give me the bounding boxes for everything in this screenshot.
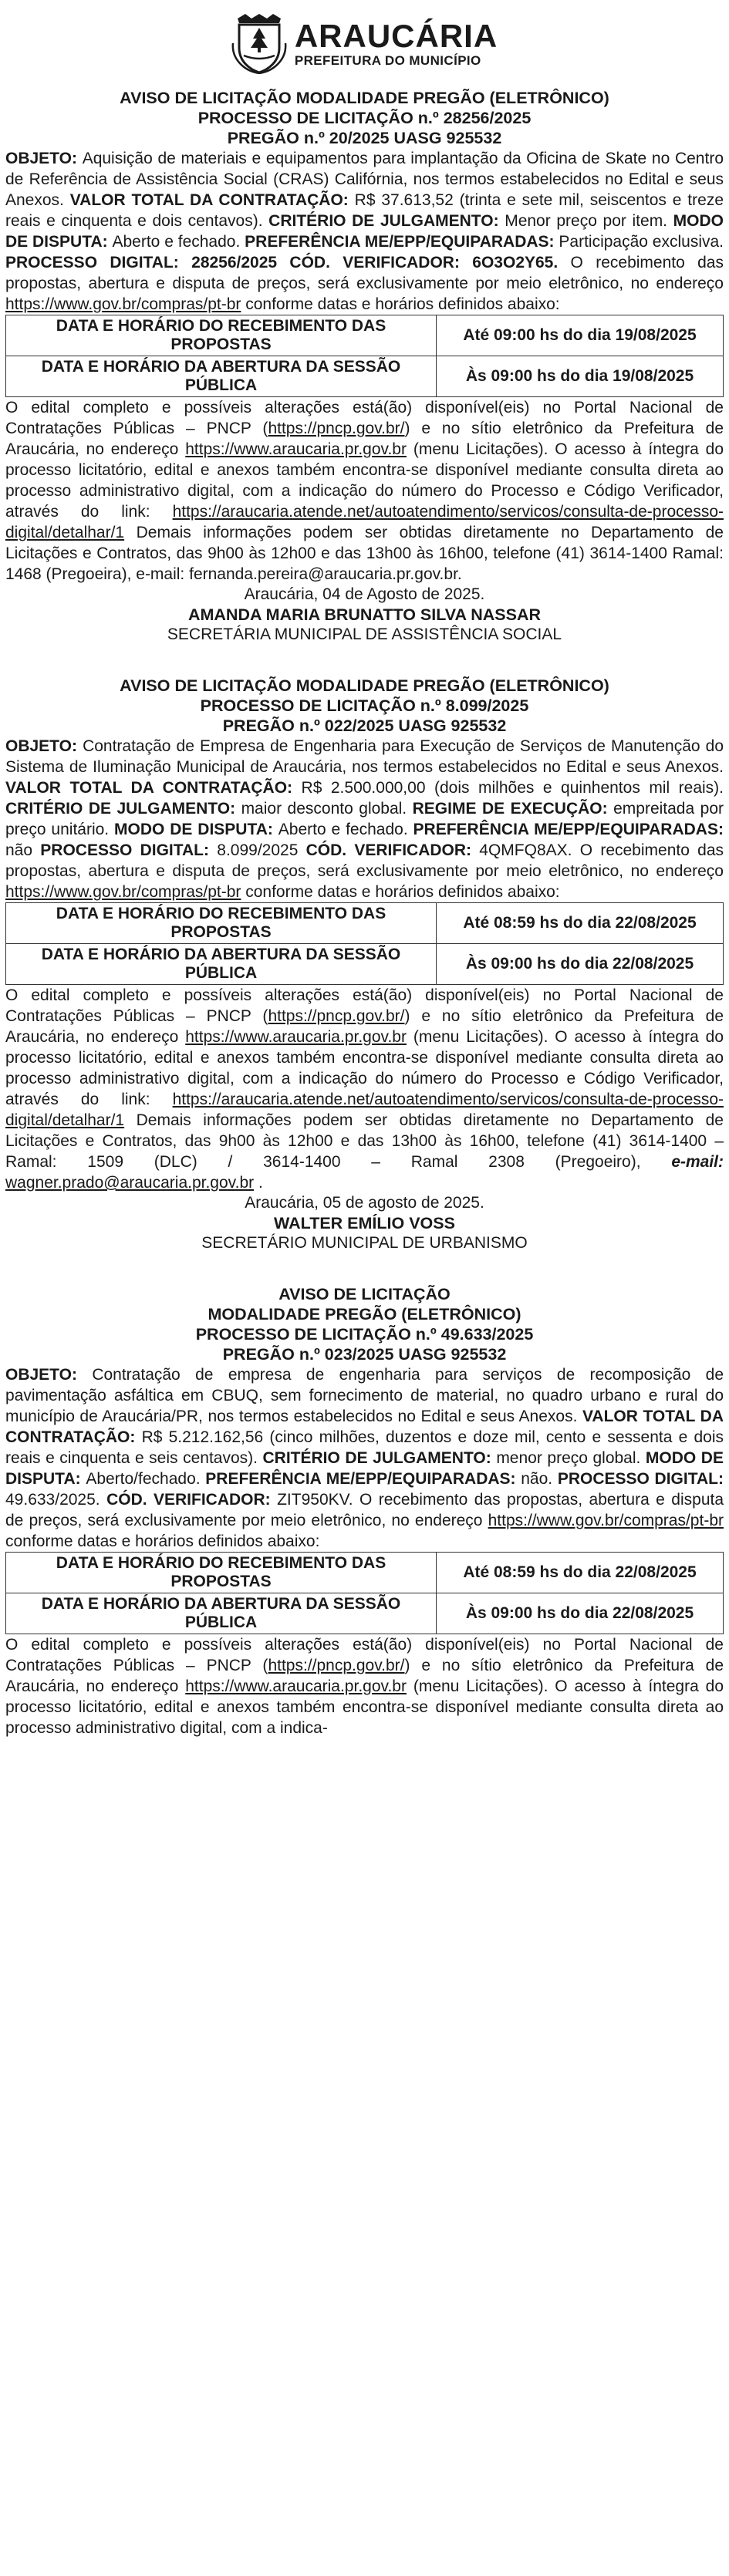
crest-icon xyxy=(231,12,287,74)
section-spacer xyxy=(5,645,724,665)
schedule-label: DATA E HORÁRIO DA ABERTURA DA SESSÃO PÚBLICA xyxy=(6,356,437,397)
schedule-row-receipt xyxy=(6,1553,724,1593)
notice-1 xyxy=(5,88,724,645)
notice-title: AVISO DE LICITAÇÃO MODALIDADE PREGÃO (ELETRÔNICO) xyxy=(120,676,609,695)
header xyxy=(5,0,724,77)
notice-title: AVISO DE LICITAÇÃO MODALIDADE PREGÃO (ELETRÔNICO) xyxy=(120,89,609,107)
field-label: CRITÉRIO DE JULGAMENTO: xyxy=(5,800,241,818)
body-text: empreitada por preço unitário. xyxy=(5,800,724,838)
field-label: OBJETO: xyxy=(5,1366,93,1384)
body-text: conforme datas e horários definidos abaixo: xyxy=(241,295,560,313)
schedule-row-receipt xyxy=(6,315,724,356)
body-text: conforme datas e horários definidos abaixo: xyxy=(5,1532,320,1550)
field-label: REGIME DE EXECUÇÃO: xyxy=(412,800,614,818)
body-text: Contratação de empresa de engenharia para serviços de recomposição de pavimentação asfáltica em CBUQ, sem fornecimento de material, no quadro urbano e rural do município de Araucária/PR, nos termos estabelecidos no Edital e seus Anexos. xyxy=(5,1366,724,1425)
body-text: Aquisição de materiais e equipamentos para implantação da Oficina de Skate no Centro de Referência de Assistência Social (CRAS) Califórnia, nos termos estabelecidos no Edital e seus Anexos. xyxy=(5,150,724,209)
field-label: PROCESSO DIGITAL: 28256/2025 CÓD. VERIFICADOR: 6O3O2Y65. xyxy=(5,254,571,271)
schedule-value: Até 09:00 hs do dia 19/08/2025 xyxy=(437,315,724,356)
field-label: PREFERÊNCIA ME/EPP/EQUIPARADAS: xyxy=(413,821,724,838)
schedule-value: Às 09:00 hs do dia 22/08/2025 xyxy=(437,944,724,985)
notice-details xyxy=(5,985,724,1193)
field-label: PROCESSO DIGITAL: xyxy=(557,1470,724,1488)
field-label: PROCESSO DIGITAL: xyxy=(40,841,218,859)
body-text: menor preço global. xyxy=(496,1449,646,1467)
document-page xyxy=(5,0,724,1738)
field-label: PREFERÊNCIA ME/EPP/EQUIPARADAS: xyxy=(245,233,559,251)
body-text: não. xyxy=(521,1470,558,1488)
notice-title: PREGÃO n.º 023/2025 UASG 925532 xyxy=(222,1345,507,1364)
signer-name: AMANDA MARIA BRUNATTO SILVA NASSAR xyxy=(187,605,542,624)
field-label: CRITÉRIO DE JULGAMENTO: xyxy=(268,212,505,230)
notice-title: PROCESSO DE LICITAÇÃO n.º 8.099/2025 xyxy=(200,696,529,715)
body-text: Menor preço por item. xyxy=(505,212,673,230)
field-label: VALOR TOTAL DA CONTRATAÇÃO: xyxy=(5,779,302,797)
field-label: CÓD. VERIFICADOR: xyxy=(305,841,480,859)
schedule-value: Às 09:00 hs do dia 22/08/2025 xyxy=(437,1593,724,1634)
notice-date: Araucária, 05 de agosto de 2025. xyxy=(245,1194,484,1212)
schedule-label: DATA E HORÁRIO DA ABERTURA DA SESSÃO PÚBLICA xyxy=(6,1593,437,1634)
field-label: VALOR TOTAL DA CONTRATAÇÃO: xyxy=(69,191,355,209)
body-text: Aberto e fechado. xyxy=(278,821,413,838)
body-text: Aberto e fechado. xyxy=(112,233,245,251)
body-text: O edital completo e possíveis alterações está(ão) disponível(eis) no Portal Nacional de Contratações Públicas – PNCP ( xyxy=(5,1636,724,1674)
field-label: CRITÉRIO DE JULGAMENTO: xyxy=(262,1449,497,1467)
link[interactable]: https://www.gov.br/compras/pt-br xyxy=(5,295,241,313)
field-label: PREFERÊNCIA ME/EPP/EQUIPARADAS: xyxy=(205,1470,521,1488)
body-text: (menu Licitações). O acesso à íntegra do processo licitatório, edital e anexos também encontra-se disponível mediante consulta direta ao processo administrativo digital, com a indicação do número do Processo e Código Verificador, através do link: xyxy=(5,1028,724,1108)
body-text: Demais informações podem ser obtidas diretamente no Departamento de Licitações e Contratos, das 9h00 às 12h00 e das 13h00 às 16h00, telefone (41) 3614-1400 Ramal: 1468 (Pregoeira), e-mail: fernanda.pereira@araucaria.pr.gov.br. xyxy=(5,524,724,583)
body-text: ) e no sítio eletrônico da Prefeitura de Araucária, no endereço xyxy=(5,1657,724,1695)
field-label: e-mail: xyxy=(671,1153,724,1171)
body-text: maior desconto global. xyxy=(241,800,413,818)
schedule-table xyxy=(5,315,724,397)
notice-body xyxy=(5,736,724,902)
link[interactable]: https://araucaria.atende.net/autoatendimento/servicos/consulta-de-processo-digital/detalhar/1 xyxy=(5,1091,724,1129)
field-label: MODO DE DISPUTA: xyxy=(5,212,724,251)
field-label: VALOR TOTAL DA CONTRATAÇÃO: xyxy=(5,1408,724,1446)
link[interactable]: https://www.gov.br/compras/pt-br xyxy=(5,883,241,901)
brand xyxy=(294,17,498,68)
schedule-table xyxy=(5,902,724,985)
signer-role: SECRETÁRIA MUNICIPAL DE ASSISTÊNCIA SOCIAL xyxy=(167,625,562,643)
signer-role: SECRETÁRIO MUNICIPAL DE URBANISMO xyxy=(201,1234,528,1252)
link[interactable]: https://www.gov.br/compras/pt-br xyxy=(488,1512,724,1529)
link[interactable]: https://pncp.gov.br/ xyxy=(268,1657,405,1674)
field-label: OBJETO: xyxy=(5,737,83,755)
link[interactable]: https://pncp.gov.br/ xyxy=(268,420,405,437)
body-text: conforme datas e horários definidos abaixo: xyxy=(241,883,560,901)
schedule-value: Até 08:59 hs do dia 22/08/2025 xyxy=(437,903,724,944)
brand-name: ARAUCÁRIA xyxy=(294,17,498,54)
notice-title: PREGÃO n.º 022/2025 UASG 925532 xyxy=(222,716,507,735)
link[interactable]: https://www.araucaria.pr.gov.br xyxy=(185,1677,407,1695)
body-text: Participação exclusiva. xyxy=(559,233,724,251)
body-text: (menu Licitações). O acesso à íntegra do processo licitatório, edital e anexos também encontra-se disponível mediante consulta direta ao processo administrativo digital, com a indica- xyxy=(5,1677,724,1737)
schedule-row-opening xyxy=(6,356,724,397)
body-text: O recebimento das propostas, abertura e disputa de preços, será exclusivamente por meio eletrônico, no endereço xyxy=(5,254,724,292)
schedule-label: DATA E HORÁRIO DO RECEBIMENTO DAS PROPOSTAS xyxy=(6,1553,437,1593)
schedule-row-opening xyxy=(6,1593,724,1634)
body-text: (menu Licitações). O acesso à íntegra do processo licitatório, edital e anexos também encontra-se disponível mediante consulta direta ao processo administrativo digital, com a indicação do número do Processo e Código Verificador, através do link: xyxy=(5,440,724,521)
notice-title: AVISO DE LICITAÇÃO xyxy=(278,1285,451,1303)
body-text: 49.633/2025. xyxy=(5,1491,107,1509)
field-label: MODO DE DISPUTA: xyxy=(5,1449,724,1488)
body-text: O edital completo e possíveis alterações está(ão) disponível(eis) no Portal Nacional de Contratações Públicas – PNCP ( xyxy=(5,986,724,1025)
notice-title: MODALIDADE PREGÃO (ELETRÔNICO) xyxy=(208,1305,521,1323)
field-label: OBJETO: xyxy=(5,150,83,167)
notice-body xyxy=(5,1364,724,1552)
field-label: MODO DE DISPUTA: xyxy=(114,821,278,838)
schedule-value: Até 08:59 hs do dia 22/08/2025 xyxy=(437,1553,724,1593)
field-label: CÓD. VERIFICADOR: xyxy=(106,1491,278,1509)
notice-title: PROCESSO DE LICITAÇÃO n.º 28256/2025 xyxy=(197,109,532,127)
schedule-value: Às 09:00 hs do dia 19/08/2025 xyxy=(437,356,724,397)
body-text: Aberto/fechado. xyxy=(86,1470,206,1488)
schedule-table xyxy=(5,1552,724,1634)
notice-details xyxy=(5,1634,724,1738)
link[interactable]: wagner.prado@araucaria.pr.gov.br xyxy=(5,1174,255,1192)
schedule-label: DATA E HORÁRIO DA ABERTURA DA SESSÃO PÚBLICA xyxy=(6,944,437,985)
notice-2 xyxy=(5,676,724,1253)
link[interactable]: https://pncp.gov.br/ xyxy=(268,1007,405,1025)
signer-name: WALTER EMÍLIO VOSS xyxy=(274,1214,455,1232)
schedule-row-receipt xyxy=(6,903,724,944)
schedule-row-opening xyxy=(6,944,724,985)
link[interactable]: https://araucaria.atende.net/autoatendimento/servicos/consulta-de-processo-digital/detalhar/1 xyxy=(5,503,724,541)
link[interactable]: https://www.araucaria.pr.gov.br xyxy=(185,1028,407,1046)
body-text: 4QMFQ8AX. O recebimento das propostas, abertura e disputa de preços, será exclusivamente por meio eletrônico, no endereço xyxy=(5,841,724,880)
link[interactable]: https://www.araucaria.pr.gov.br xyxy=(185,440,407,458)
body-text: ) e no sítio eletrônico da Prefeitura de Araucária, no endereço xyxy=(5,1007,724,1046)
section-spacer xyxy=(5,1253,724,1273)
body-text: ) e no sítio eletrônico da Prefeitura de Araucária, no endereço xyxy=(5,420,724,458)
schedule-label: DATA E HORÁRIO DO RECEBIMENTO DAS PROPOSTAS xyxy=(6,903,437,944)
schedule-label: DATA E HORÁRIO DO RECEBIMENTO DAS PROPOSTAS xyxy=(6,315,437,356)
notice-details xyxy=(5,397,724,585)
body-text: O edital completo e possíveis alterações está(ão) disponível(eis) no Portal Nacional de Contratações Públicas – PNCP ( xyxy=(5,399,724,437)
body-text: . xyxy=(254,1174,263,1192)
body-text: Demais informações podem ser obtidas diretamente no Departamento de Licitações e Contratos, das 9h00 às 12h00 e das 13h00 às 16h00, telefone (41) 3614-1400 – Ramal: 1509 (DLC) / 3614-1400 – Ramal 2308 (Pregoeiro), xyxy=(5,1111,724,1171)
body-text: R$ 2.500.000,00 (dois milhões e quinhentos mil reais). xyxy=(301,779,724,797)
notice-3 xyxy=(5,1284,724,1738)
body-text: 8.099/2025 xyxy=(217,841,306,859)
notice-body xyxy=(5,148,724,315)
brand-subtitle: PREFEITURA DO MUNICÍPIO xyxy=(294,52,481,68)
notice-title: PREGÃO n.º 20/2025 UASG 925532 xyxy=(227,129,502,147)
notice-date: Araucária, 04 de Agosto de 2025. xyxy=(244,585,485,603)
body-text: ZIT950KV. O recebimento das propostas, abertura e disputa de preços, será exclusivamente por meio eletrônico, no endereço xyxy=(5,1491,724,1529)
body-text: R$ 37.613,52 (trinta e sete mil, seiscentos e treze reais e cinquenta e dois centavos). xyxy=(5,191,724,230)
notices-list xyxy=(5,88,724,1738)
body-text: R$ 5.212.162,56 (cinco milhões, duzentos e doze mil, cento e sessenta e dois reais e cinquenta e seis centavos). xyxy=(5,1428,724,1467)
notice-title: PROCESSO DE LICITAÇÃO n.º 49.633/2025 xyxy=(195,1325,534,1344)
body-text: Contratação de Empresa de Engenharia para Execução de Serviços de Manutenção do Sistema de Iluminação Municipal de Araucária, nos termos estabelecidos no Edital e seus Anexos. xyxy=(5,737,724,776)
body-text: não xyxy=(5,841,41,859)
